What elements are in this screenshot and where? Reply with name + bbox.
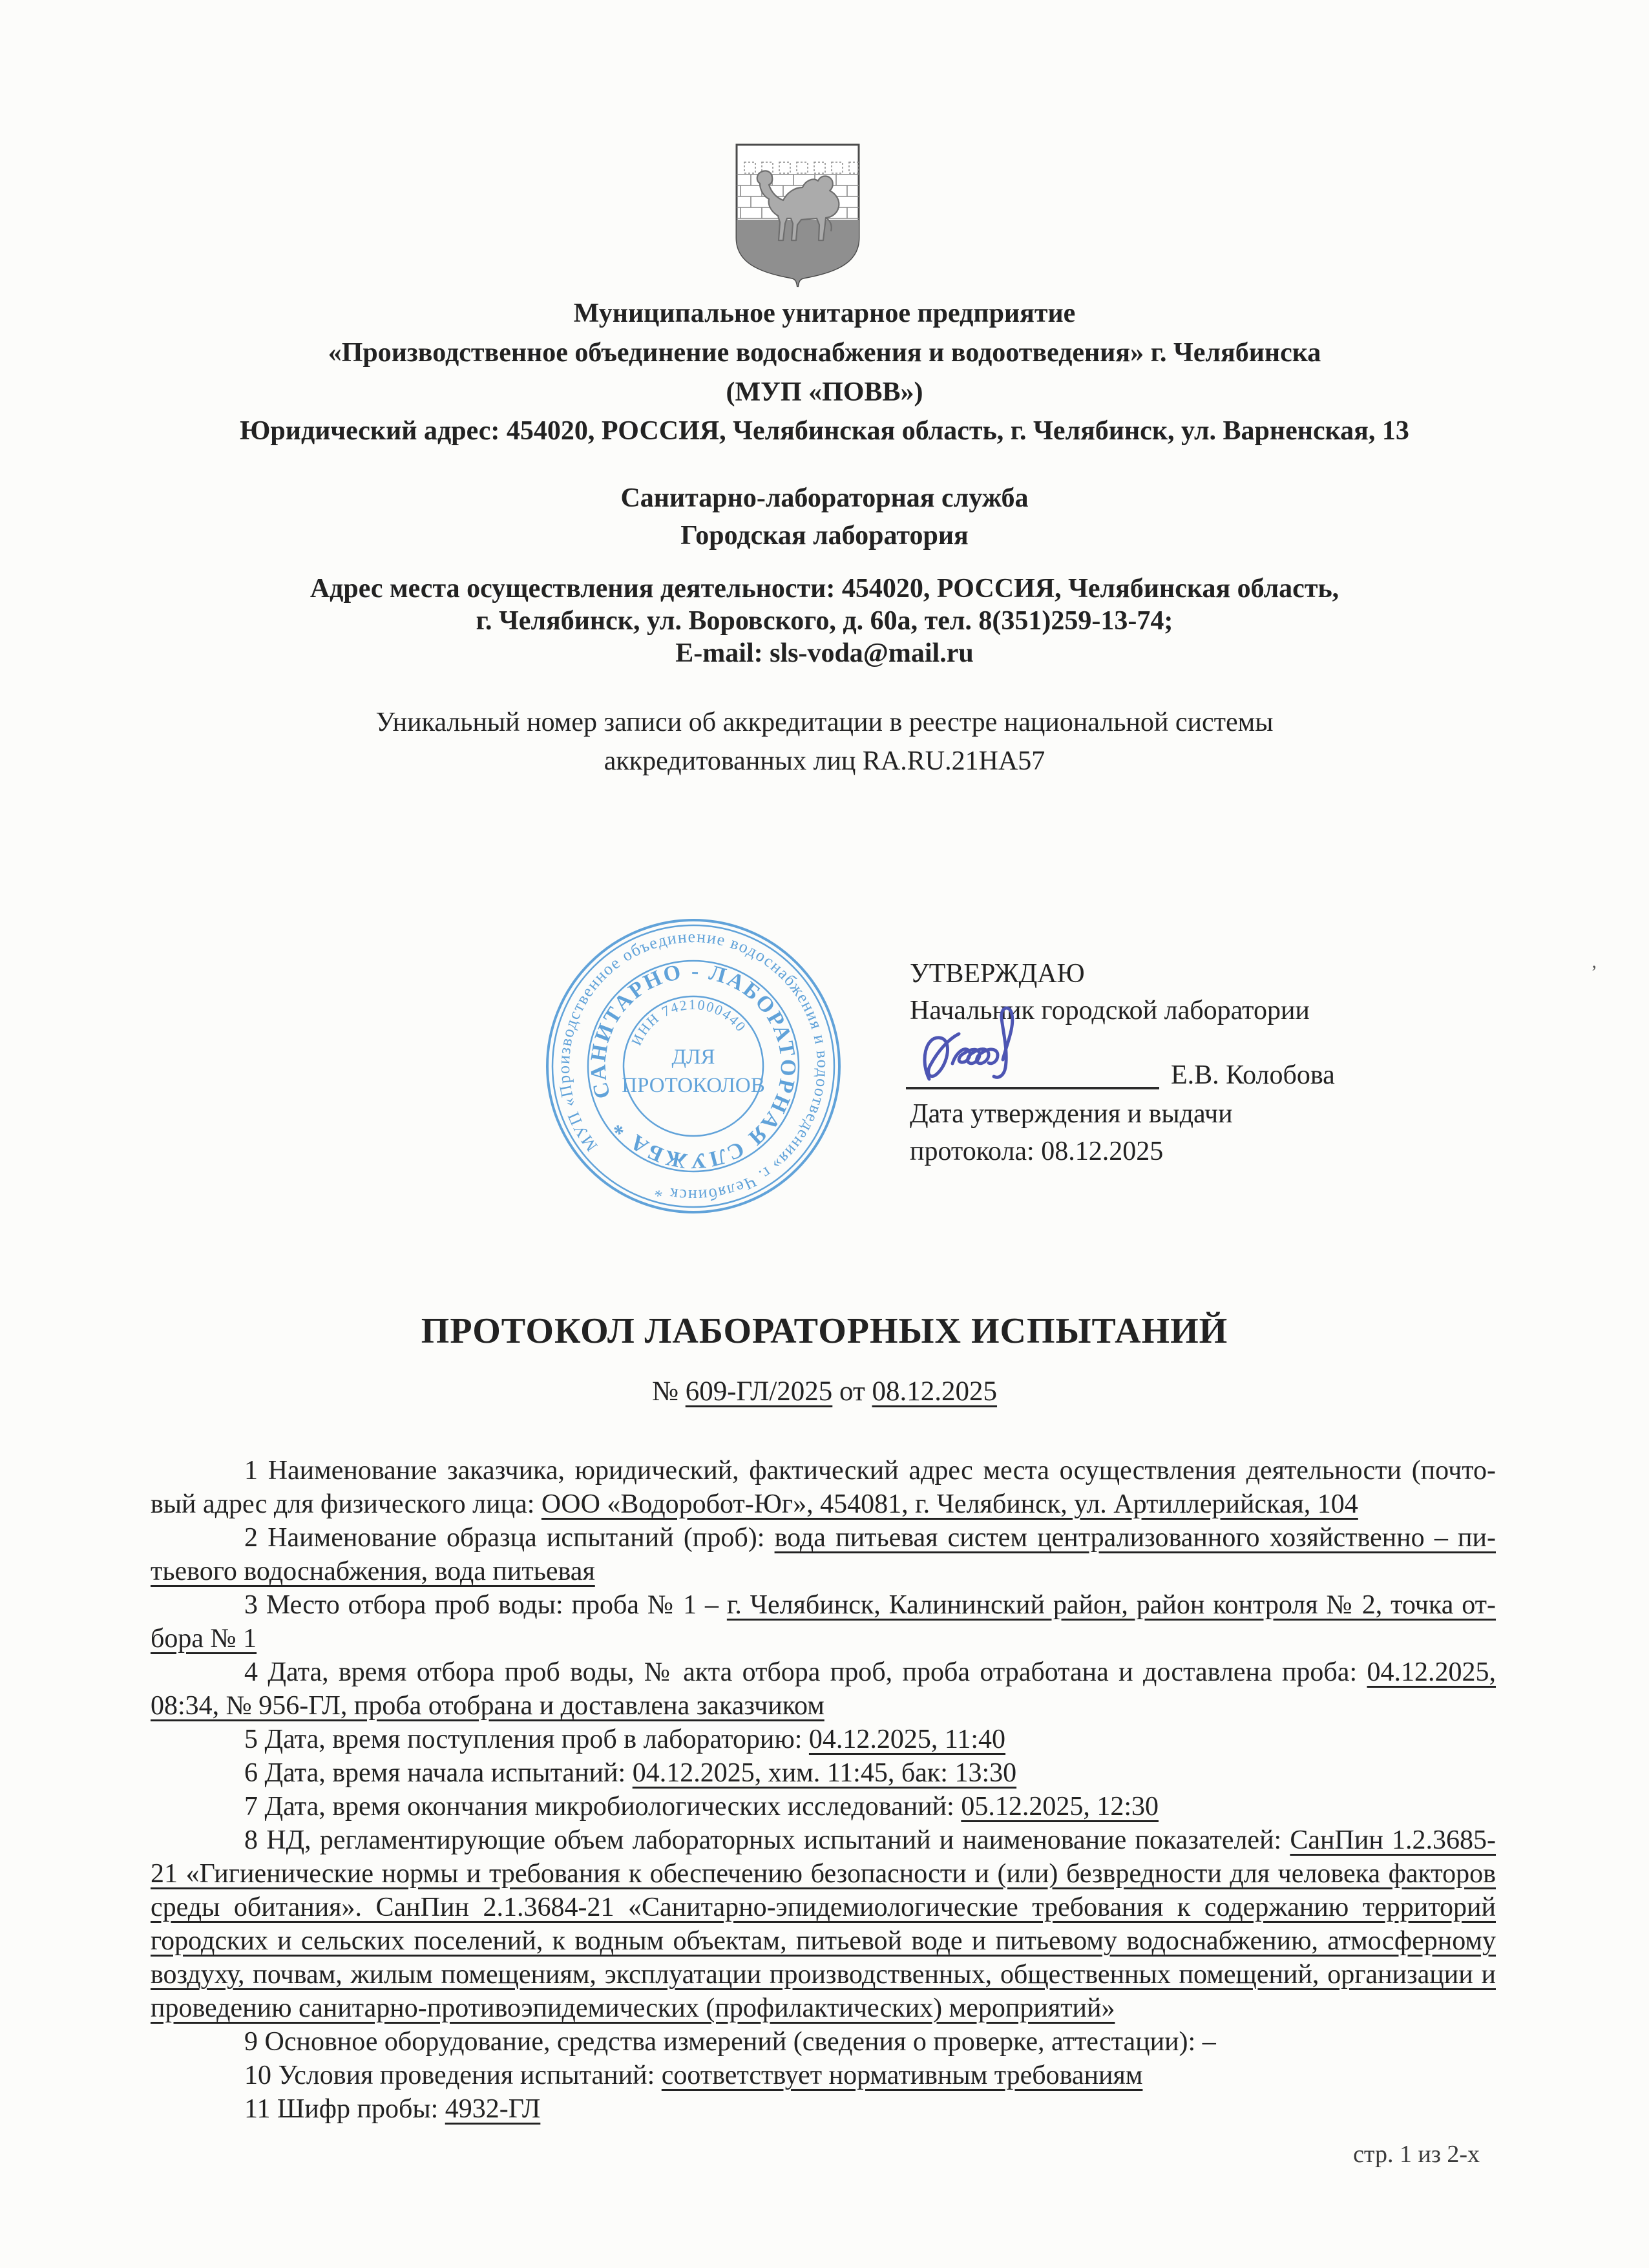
number-prefix: №	[651, 1376, 686, 1407]
item-label: 7 Дата, время окончания микробиологических исследований:	[244, 1792, 961, 1822]
item-label: 6 Дата, время начала испытаний:	[244, 1758, 633, 1788]
item-label: 2 Наименование образца испытаний (проб):	[244, 1523, 775, 1553]
signer-name: Е.В. Колобова	[1171, 1060, 1335, 1090]
protocol-item	[151, 1723, 1496, 1756]
activity-address-line1: Адрес места осуществления деятельности: 454020, РОССИЯ, Челябинская область,	[310, 574, 1339, 604]
lab-name: Городская лаборатория	[680, 521, 969, 551]
emblem-ground	[737, 220, 859, 289]
protocol-items	[151, 1454, 1496, 2126]
item-value: ООО «Водоробот-Юг», 454081, г. Челябинск, ул. Артиллерийская, 104	[541, 1489, 1358, 1519]
approval-date-label1: Дата утверждения и выдачи	[910, 1099, 1233, 1129]
protocol-item	[151, 1756, 1496, 1790]
item-value: 05.12.2025, 12:30	[961, 1792, 1159, 1822]
org-name: «Производственное объединение водоснабжения и водоотведения» г. Челябинска	[328, 338, 1321, 368]
stamp-inn-text: ИНН 7421000440	[627, 996, 750, 1048]
item-label: 10 Условия проведения испытаний:	[244, 2061, 662, 2090]
stamp-outer-text: МУП «Производственное объединение водоснабжения и водоотведения» г. Челябинск *	[554, 927, 833, 1206]
item-value: 04.12.2025, 11:40	[808, 1725, 1006, 1754]
city-emblem	[731, 142, 864, 289]
stamp-center-line1: ДЛЯ	[671, 1045, 715, 1069]
protocol-item	[151, 1655, 1496, 1723]
item-value: г. Челябинск, Калининский район, район контроля № 2, точка отбора № 1	[151, 1590, 1497, 1654]
item-label: 4 Дата, время отбора проб воды, № акта отбора проб, проба отработана и доставлена проба:	[244, 1657, 1367, 1687]
protocol-item	[151, 1454, 1496, 1521]
item-label: 3 Место отбора проб воды: проба № 1 –	[244, 1590, 727, 1620]
stamp-middle-text: САНИТАРНО - ЛАБОРАТОРНАЯ СЛУЖБА *	[586, 959, 801, 1173]
round-stamp	[543, 916, 843, 1216]
approval-date-label2: протокола: 08.12.2025	[910, 1137, 1164, 1166]
item-label: 1 Наименование заказчика, юридический, фактический адрес места осуществления деятельности (почтовый адрес для физического лица:	[151, 1456, 1496, 1519]
item-value: вода питьевая систем централизованного хозяйственно – питьевого водоснабжения, вода питьевая	[151, 1523, 1496, 1586]
page-number: стр. 1 из 2-х	[1353, 2141, 1480, 2168]
accreditation-line1: Уникальный номер записи об аккредитации в реестре национальной системы	[375, 708, 1274, 737]
protocol-title: ПРОТОКОЛ ЛАБОРАТОРНЫХ ИСПЫТАНИЙ	[421, 1311, 1228, 1351]
accreditation-line2: аккредитованных лиц RA.RU.21НА57	[604, 746, 1045, 776]
protocol-item	[151, 1521, 1496, 1588]
service-name: Санитарно-лабораторная служба	[620, 483, 1029, 513]
item-value: 04.12.2025, 08:34, № 956-ГЛ, проба отобрана и доставлена заказчиком	[151, 1657, 1496, 1721]
item-value: СанПин 1.2.3685-21 «Гигиенические нормы и требования к обеспечению безопасности и (или) безвредности для человека факторов среды обитания». СанПин 2.1.3684-21 «Санитарно-эпидемиологические требования к содержанию территорий городских и сельских поселений, к водным объектам, питьевой воде и питьевому водоснабжению, атмосферному воздуху, почвам, жилым помещениям, эксплуатации производственных, общественных помещений, организации и проведению санитарно-противоэпидемических (профилактических) мероприятий»	[151, 1825, 1496, 2023]
item-label: 8 НД, регламентирующие объем лабораторных испытаний и наименование показателей:	[244, 1825, 1290, 1855]
protocol-item	[151, 1588, 1496, 1655]
activity-address-line2: г. Челябинск, ул. Воровского, д. 60а, тел. 8(351)259-13-74;	[476, 606, 1173, 636]
stamp-center-line2: ПРОТОКОЛОВ	[622, 1074, 765, 1097]
item-value: соответствует нормативным требованиям	[661, 2061, 1143, 2090]
protocol-item	[151, 1823, 1496, 2025]
signature-line	[906, 1087, 1159, 1089]
item-label: 9 Основное оборудование, средства измерений (сведения о проверке, аттестации): –	[244, 2027, 1216, 2057]
of-label: от	[832, 1376, 872, 1407]
email-line: E-mail: sls-voda@mail.ru	[675, 638, 974, 668]
org-type: Муниципальное унитарное предприятие	[573, 299, 1076, 328]
approve-label: УТВЕРЖДАЮ	[910, 959, 1085, 989]
protocol-date: 08.12.2025	[872, 1376, 998, 1407]
protocol-item	[151, 2059, 1496, 2092]
signature	[911, 996, 1195, 1106]
item-label: 5 Дата, время поступления проб в лабораторию:	[244, 1725, 809, 1754]
protocol-number-line	[0, 1375, 1649, 1409]
item-value: 04.12.2025, хим. 11:45, бак: 13:30	[632, 1758, 1017, 1788]
protocol-item	[151, 2025, 1496, 2059]
scan-artifact-mark: ’	[1591, 961, 1597, 983]
legal-address: Юридический адрес: 454020, РОССИЯ, Челябинская область, г. Челябинск, ул. Варненская, 13	[240, 416, 1409, 446]
protocol-number: 609-ГЛ/2025	[685, 1376, 833, 1407]
protocol-item	[151, 2092, 1496, 2126]
item-label: 11 Шифр пробы:	[244, 2094, 445, 2124]
protocol-item	[151, 1790, 1496, 1823]
item-value: 4932-ГЛ	[445, 2094, 541, 2124]
approver-position: Начальник городской лаборатории	[910, 996, 1310, 1025]
org-short-name: (МУП «ПОВВ»)	[726, 377, 923, 407]
